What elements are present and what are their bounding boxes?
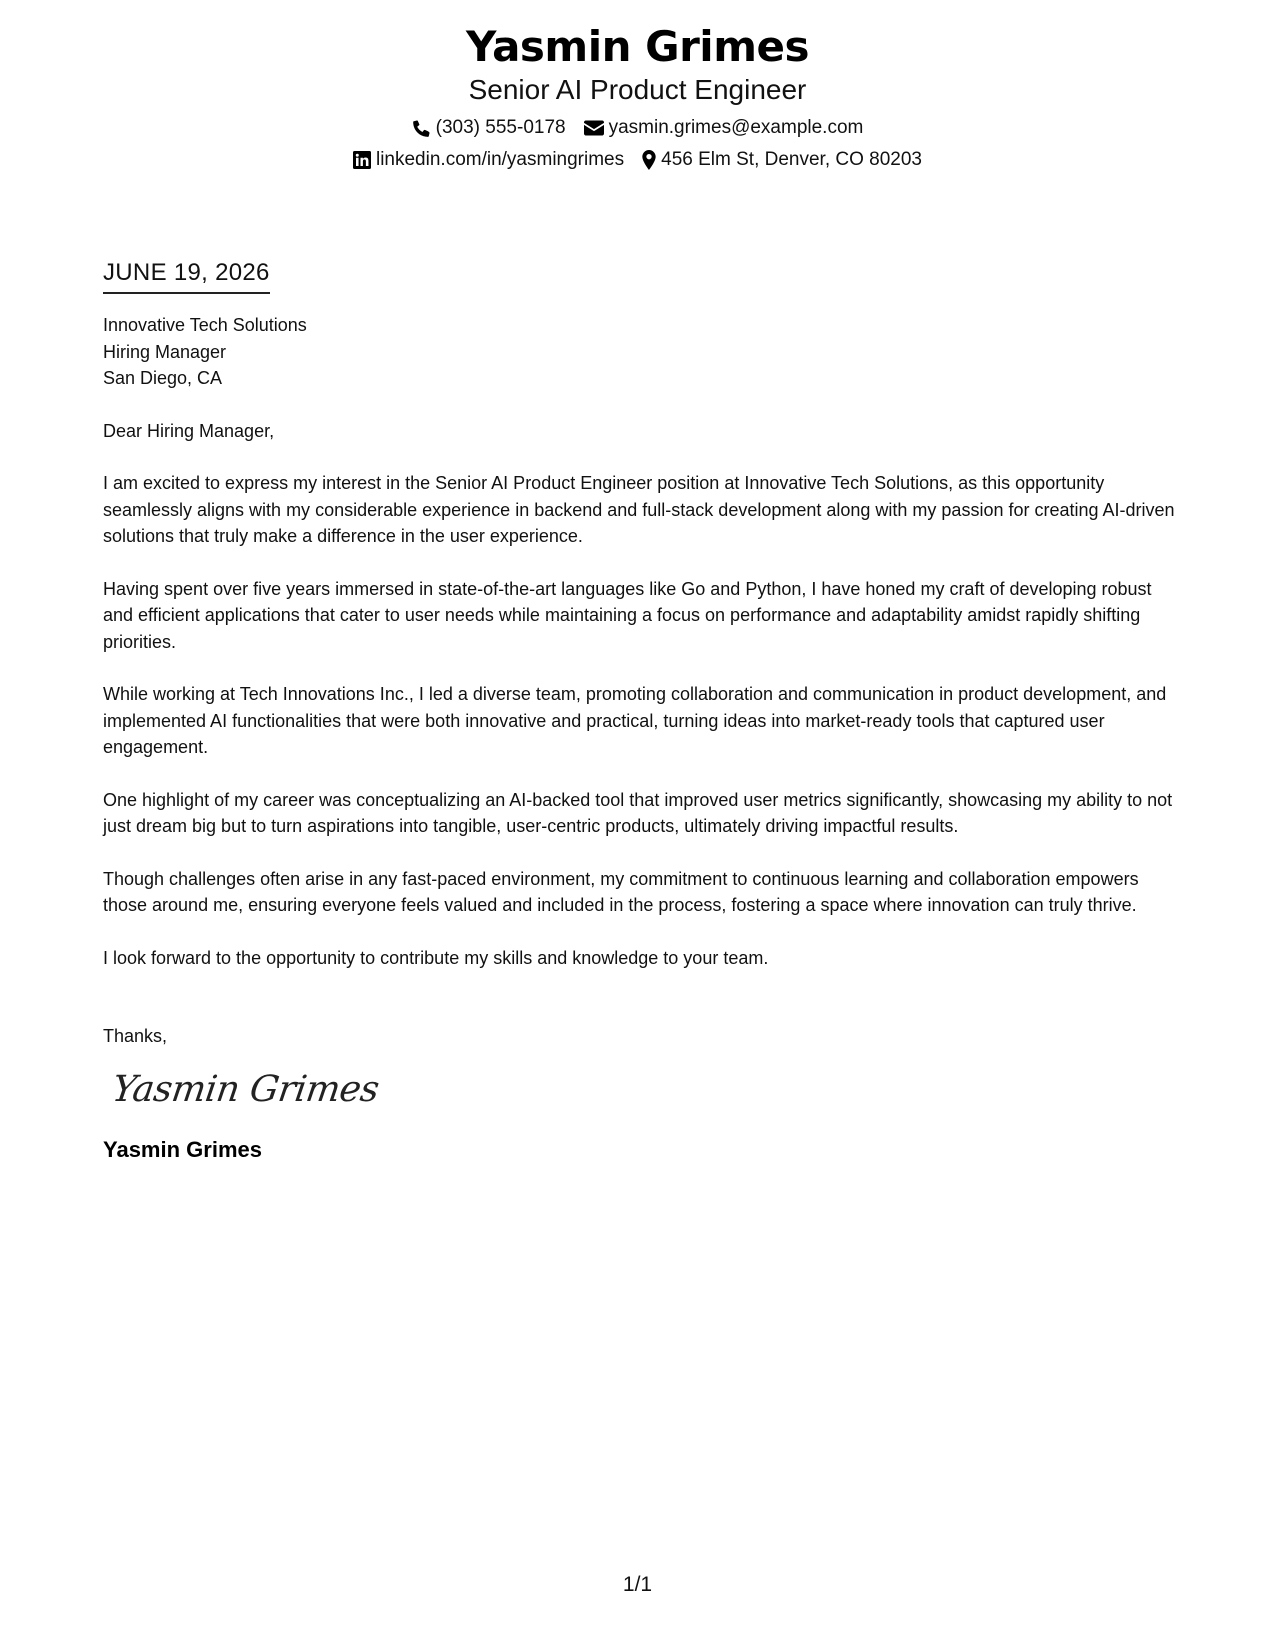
- contact-email[interactable]: [584, 116, 864, 140]
- body-paragraph: Having spent over five years immersed in state-of-the-art languages like Go and Python, I have honed my craft of developing robust and efficient applications that cater to user needs while maintaining a focus on performance and adaptability amidst rapidly shifting priorities.: [103, 578, 1152, 652]
- recipient-block: [103, 312, 1178, 392]
- handwritten-signature: Yasmin Grimes: [109, 1068, 382, 1110]
- body-paragraph: Though challenges often arise in any fast-paced environment, my commitment to continuous learning and collaboration empowers those around me, ensuring everyone feels valued and included in the process, fostering a space where innovation can truly thrive.: [103, 868, 1139, 915]
- map-marker-icon: [642, 150, 656, 170]
- letter-header: [0, 22, 1275, 172]
- recipient-role: Hiring Manager: [103, 341, 227, 362]
- phone-icon: [412, 119, 431, 138]
- linkedin-icon: [353, 151, 371, 169]
- page-number: 1/1: [622, 1573, 653, 1596]
- body-paragraph: I look forward to the opportunity to contribute my skills and knowledge to your team.: [103, 947, 769, 968]
- recipient-location: San Diego, CA: [103, 368, 223, 388]
- applicant-name: Yasmin Grimes: [466, 22, 809, 71]
- signer-name: Yasmin Grimes: [103, 1136, 262, 1162]
- linkedin-text: linkedin.com/in/yasmingrimes: [375, 149, 625, 170]
- recipient-company: Innovative Tech Solutions: [103, 315, 307, 335]
- closing: Thanks,: [103, 1026, 168, 1046]
- address-text: 456 Elm St, Denver, CO 80203: [661, 149, 923, 170]
- body-paragraph: One highlight of my career was conceptualizing an AI-backed tool that improved user metrics significantly, showcasing my ability to not just dream big but to turn aspirations into tangible, user-centric products, ultimately driving impactful results.: [103, 789, 1173, 836]
- letter-date: JUNE 19, 2026: [103, 258, 270, 294]
- envelope-icon: [584, 120, 604, 136]
- body-paragraph: While working at Tech Innovations Inc., I led a diverse team, promoting collaboration and communication in product development, and implemented AI functionalities that were both innovative and practical, turning ideas into market-ready tools that captured user engagement.: [103, 684, 1167, 757]
- body-paragraph: I am excited to express my interest in the Senior AI Product Engineer position at Innovative Tech Solutions, as this opportunity seamlessly aligns with my considerable experience in backend and full-stack development along with my passion for creating AI-driven solutions that truly make a difference in the user experience.: [103, 473, 1175, 546]
- contact-row-primary: [0, 116, 1275, 140]
- applicant-title: Senior AI Product Engineer: [468, 74, 807, 105]
- salutation: Dear Hiring Manager,: [103, 420, 275, 441]
- letter-body: [103, 258, 1178, 1164]
- contact-address: [642, 148, 922, 172]
- phone-text: (303) 555-0178: [435, 117, 566, 138]
- contact-phone: [412, 116, 566, 140]
- contact-linkedin[interactable]: [353, 148, 624, 172]
- email-text: yasmin.grimes@example.com: [608, 117, 864, 138]
- contact-row-secondary: [0, 148, 1275, 172]
